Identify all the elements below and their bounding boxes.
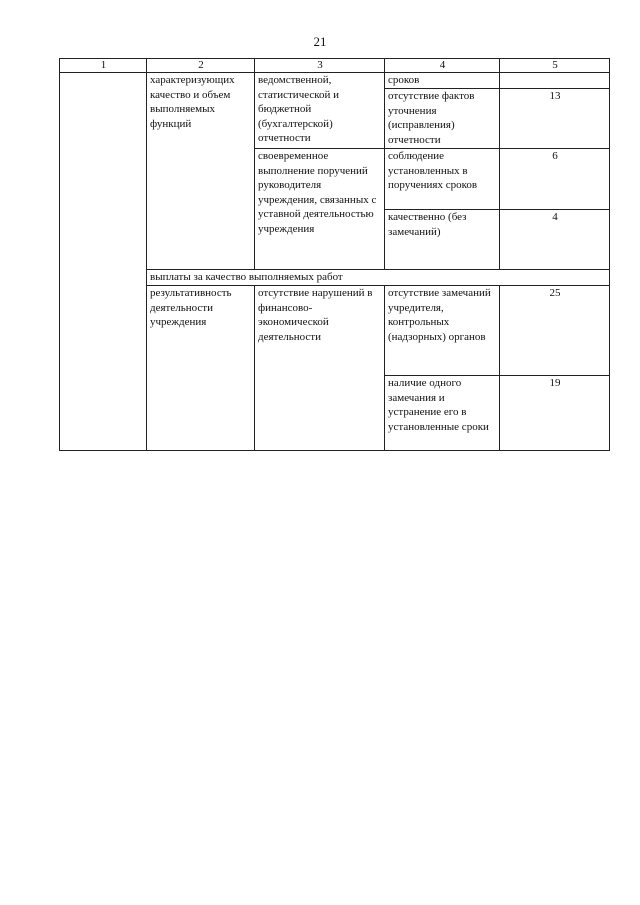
condition-cell: отсутствие фактов уточнения (исправления) отчетности bbox=[385, 89, 500, 149]
criterion-cell: ведомственной, статистической и бюджетной (бухгалтерской) отчетности bbox=[255, 73, 385, 149]
condition-cell: отсутствие замечаний учредителя, контрольных (надзорных) органов bbox=[385, 286, 500, 376]
column-number-3: 3 bbox=[255, 59, 385, 73]
condition-cell: качественно (без замечаний) bbox=[385, 210, 500, 270]
criteria-table bbox=[59, 58, 610, 451]
condition-cell: соблюдение установленных в поручениях сроков bbox=[385, 149, 500, 210]
column-number-4: 4 bbox=[385, 59, 500, 73]
column-number-5: 5 bbox=[500, 59, 610, 73]
column-number-row bbox=[60, 59, 610, 73]
column-number-1: 1 bbox=[60, 59, 147, 73]
indicator-name-cell: характеризующих качество и объем выполняемых функций bbox=[147, 73, 255, 270]
condition-cell: наличие одного замечания и устранение его в установленные сроки bbox=[385, 376, 500, 451]
score-cell: 13 bbox=[500, 89, 610, 149]
condition-cell: сроков bbox=[385, 73, 500, 89]
criterion-cell: своевременное выполнение поручений руководителя учреждения, связанных с уставной деятельностью учреждения bbox=[255, 149, 385, 270]
table-row bbox=[60, 73, 610, 89]
section-header: выплаты за качество выполняемых работ bbox=[147, 270, 610, 286]
score-cell: 4 bbox=[500, 210, 610, 270]
column-number-2: 2 bbox=[147, 59, 255, 73]
score-cell: 19 bbox=[500, 376, 610, 451]
score-cell: 25 bbox=[500, 286, 610, 376]
column-1-cell bbox=[60, 73, 147, 451]
page-number: 21 bbox=[313, 34, 327, 49]
score-cell: 6 bbox=[500, 149, 610, 210]
indicator-name-cell: результативность деятельности учреждения bbox=[147, 286, 255, 451]
criterion-cell: отсутствие нарушений в финансово-экономической деятельности bbox=[255, 286, 385, 451]
score-cell bbox=[500, 73, 610, 89]
